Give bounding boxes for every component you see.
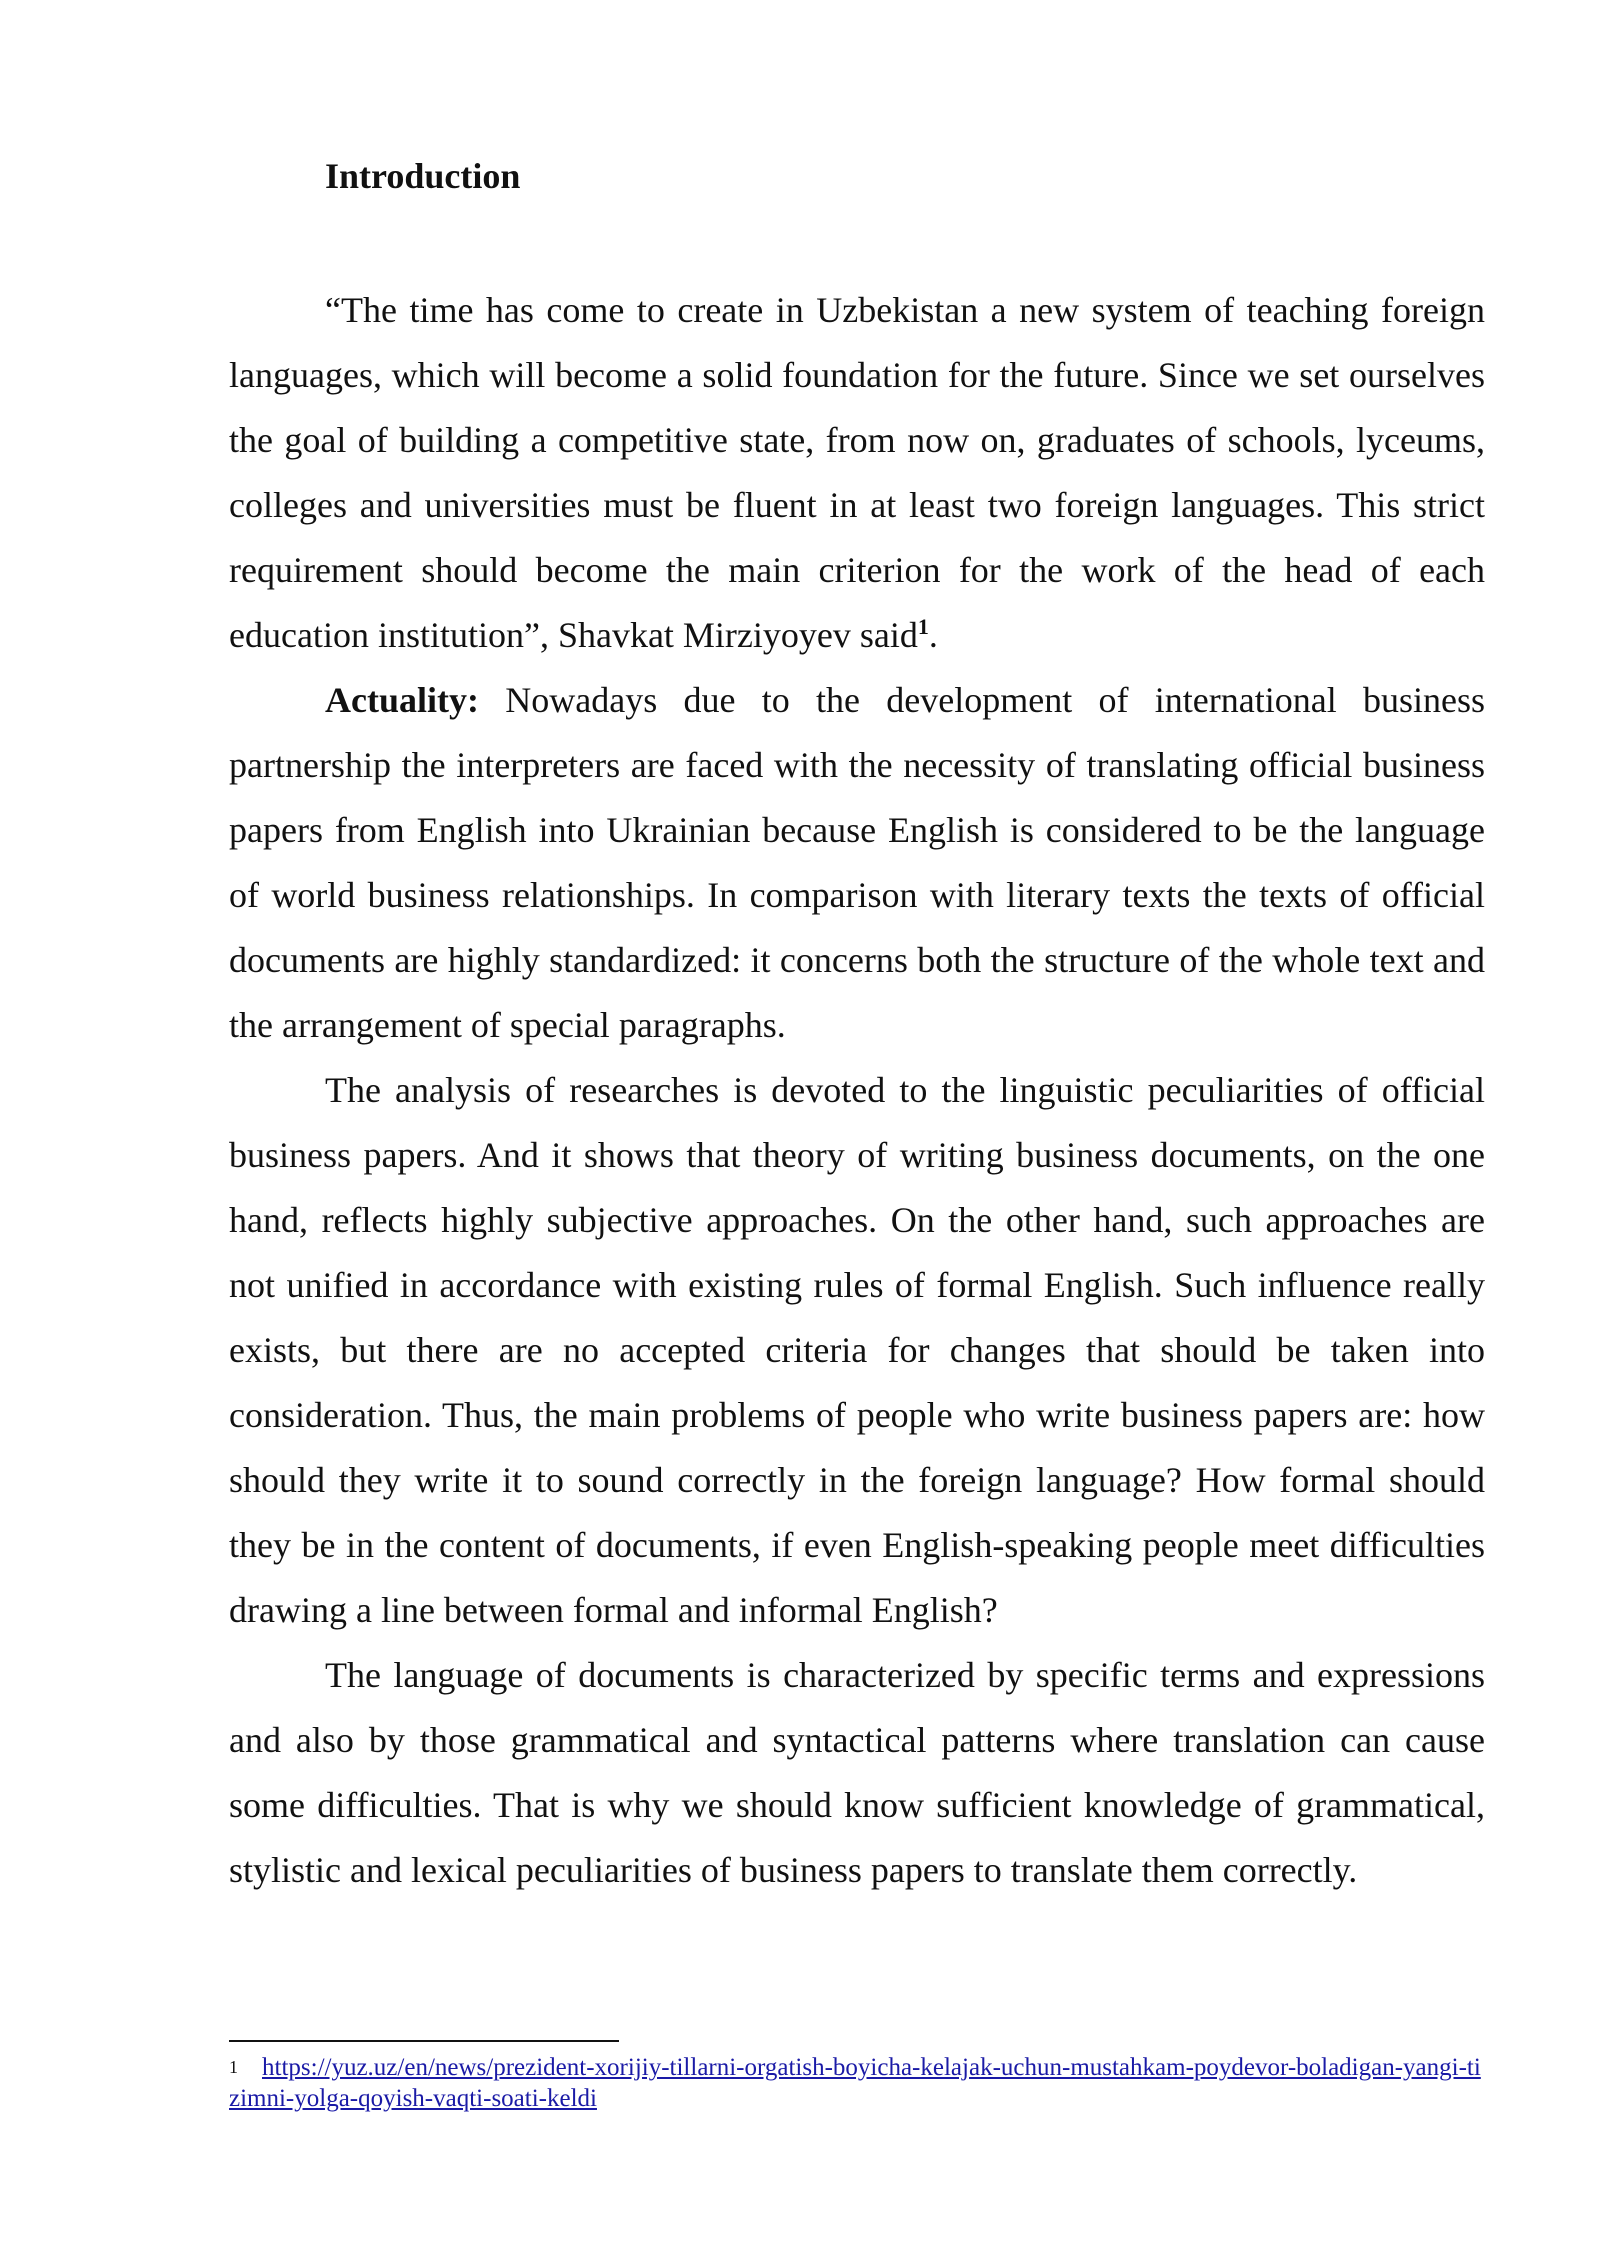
paragraph-analysis xyxy=(229,1058,1485,1643)
paragraph-language xyxy=(229,1643,1485,1903)
paragraph-text: “The time has come to create in Uzbekistan a new system of teaching foreign languages, which will become a solid foundation for the future. Since we set ourselves the goal of building a competitive state, from now on, graduates of schools, lyceums, colleges and universities must be fluent in at least two foreign languages. This strict requirement should become the main criterion for the work of the head of each education institution”, Shavkat Mirziyoyev said xyxy=(229,290,1485,655)
paragraph-text: The language of documents is characterized by specific terms and expressions and also by those grammatical and syntactical patterns where translation can cause some difficulties. That is why we should know sufficient knowledge of grammatical, stylistic and lexical peculiarities of business papers to translate them correctly. xyxy=(229,1655,1485,1890)
footnote-separator xyxy=(229,2040,619,2042)
footnote xyxy=(229,2052,1485,2114)
paragraph-lead-label: Actuality: xyxy=(325,680,479,720)
footnote-number: 1 xyxy=(229,2057,238,2077)
paragraph-actuality xyxy=(229,668,1485,1058)
paragraph-text: Nowadays due to the development of international business partnership the interpreters are faced with the necessity of translating official business papers from English into Ukrainian because English is considered to be the language of world business relationships. In comparison with literary texts the texts of official documents are highly standardized: it concerns both the structure of the whole text and the arrangement of special paragraphs. xyxy=(229,680,1485,1045)
section-heading: Introduction xyxy=(325,156,521,196)
paragraph-end-punctuation: . xyxy=(928,615,938,655)
paragraph-text: The analysis of researches is devoted to the linguistic peculiarities of official business papers. And it shows that theory of writing business documents, on the one hand, reflects highly subjective approaches. On the other hand, such approaches are not unified in accordance with existing rules of formal English. Such influence really exists, but there are no accepted criteria for changes that should be taken into consideration. Thus, the main problems of people who write business papers are: how should they write it to sound correctly in the foreign language? How formal should they be in the content of documents, if even English-speaking people meet difficulties drawing a line between formal and informal English? xyxy=(229,1070,1485,1630)
footnote-reference[interactable]: 1 xyxy=(917,614,929,639)
footnote-link[interactable]: https://yuz.uz/en/news/prezident-xorijiy-tillarni-orgatish-boyicha-kelajak-uchun-mustahkam-poydevor-boladigan-yangi-tizimni-yolga-qoyish-vaqti-soati-keldi xyxy=(229,2054,1481,2112)
paragraph-quote xyxy=(229,278,1485,668)
document-body xyxy=(229,150,1485,1903)
